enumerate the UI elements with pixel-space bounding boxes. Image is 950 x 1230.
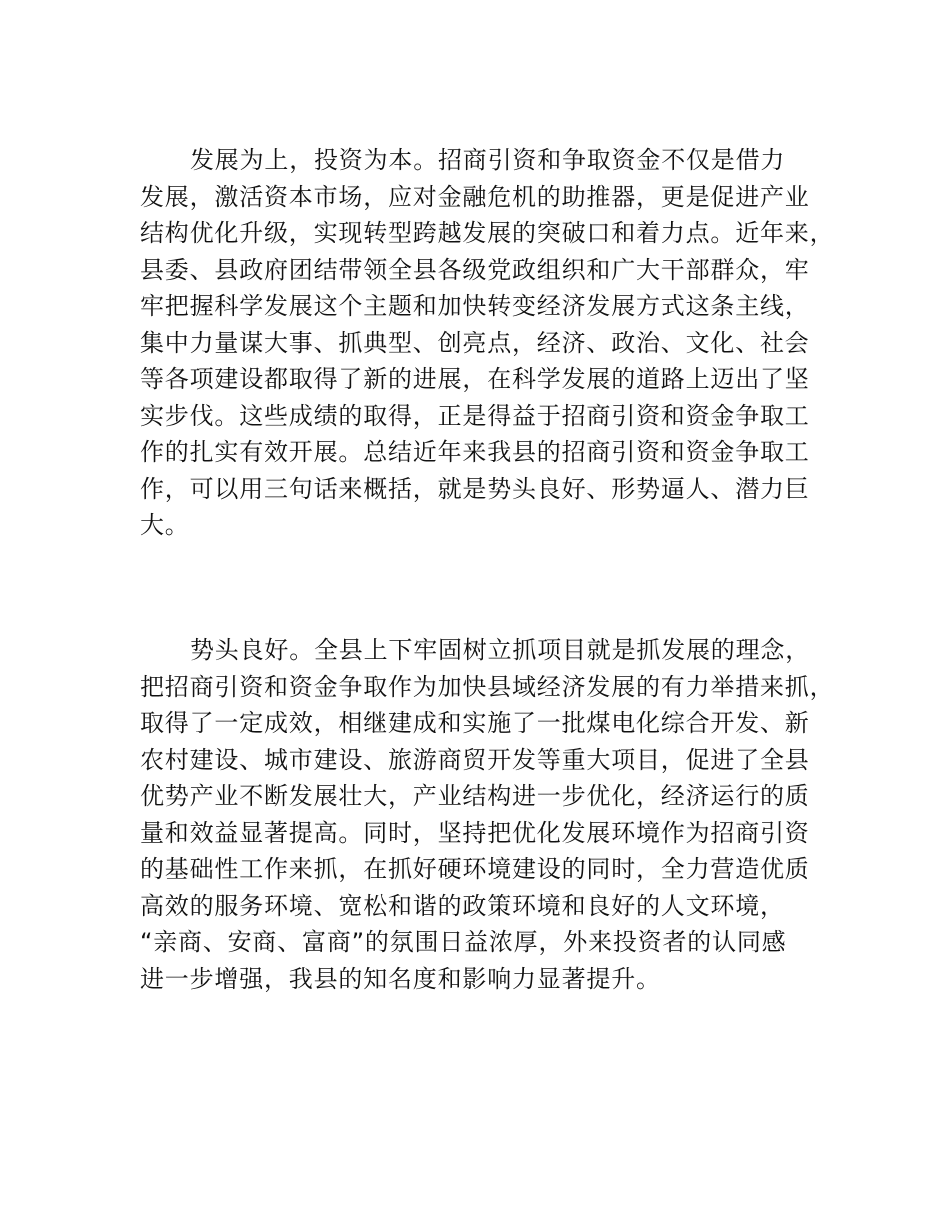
- text-line: 牢把握科学发展这个主题和加快转变经济发展方式这条主线，: [140, 292, 810, 320]
- text-line: 集中力量谋大事、抓典型、创亮点，经济、政治、文化、社会: [140, 328, 810, 357]
- text-line: 县委、县政府团结带领全县各级党政组织和广大干部群众，牢: [140, 255, 810, 284]
- text-line: 等各项建设都取得了新的进展，在科学发展的道路上迈出了坚: [140, 365, 810, 393]
- text-line: 势头良好。全县上下牢固树立抓项目就是抓发展的理念，: [190, 636, 810, 664]
- text-line: 进一步增强，我县的知名度和影响力显著提升。: [140, 964, 661, 993]
- paragraph-good-momentum: [140, 632, 840, 997]
- text-line: 农村建设、城市建设、旅游商贸开发等重大项目，促进了全县: [140, 745, 810, 774]
- text-line: 作，可以用三句话来概括，就是势头良好、形势逼人、潜力巨: [140, 474, 810, 503]
- text-line: 实步伐。这些成绩的取得，正是得益于招商引资和资金争取工: [140, 401, 810, 430]
- text-line: 量和效益显著提高。同时，坚持把优化发展环境作为招商引资: [140, 818, 810, 847]
- text-line: 取得了一定成效，相继建成和实施了一批煤电化综合开发、新: [140, 709, 810, 737]
- text-line: 的基础性工作来抓，在抓好硬环境建设的同时，全力营造优质: [140, 855, 810, 883]
- text-line: 优势产业不断发展壮大，产业结构进一步优化，经济运行的质: [140, 782, 810, 810]
- text-line: 把招商引资和资金争取作为加快县域经济发展的有力举措来抓，: [140, 672, 835, 701]
- text-line: 发展为上，投资为本。招商引资和争取资金不仅是借力: [190, 146, 786, 174]
- text-line: 高效的服务环境、宽松和谐的政策环境和良好的人文环境，: [140, 891, 785, 920]
- text-line: “亲商、安商、富商”的氛围日益浓厚，外来投资者的认同感: [140, 928, 787, 956]
- paragraph-investment-overview: [140, 142, 840, 544]
- text-line: 作的扎实有效开展。总结近年来我县的招商引资和资金争取工: [140, 438, 810, 466]
- text-line: 发展，激活资本市场，应对金融危机的助推器，更是促进产业: [140, 182, 810, 211]
- text-line: 大。: [140, 511, 190, 539]
- text-line: 结构优化升级，实现转型跨越发展的突破口和着力点。近年来，: [140, 219, 835, 247]
